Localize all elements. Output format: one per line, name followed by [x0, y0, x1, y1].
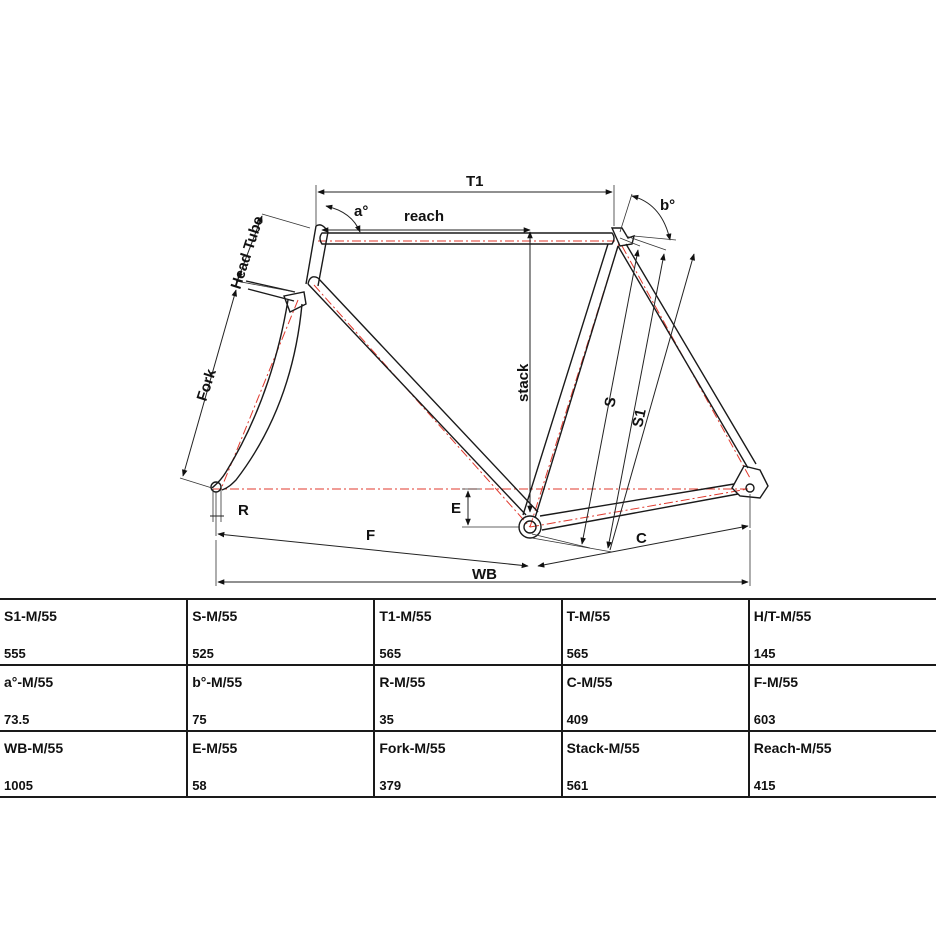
table-cell [374, 665, 561, 731]
cell-value: 415 [753, 778, 776, 793]
frame-tubes [211, 225, 768, 538]
table-cell [0, 731, 187, 797]
seat-clamp [612, 228, 634, 246]
table-cell [0, 599, 187, 665]
cell-label: E-M/55 [192, 740, 238, 756]
rear-dropout [732, 466, 768, 498]
c-label: C [636, 530, 647, 547]
cell-label: Reach-M/55 [753, 740, 832, 756]
table-cell [749, 599, 936, 665]
cell-value: 35 [379, 712, 394, 727]
cell-value: 565 [566, 646, 589, 661]
stack-label: stack [515, 363, 532, 402]
down-tube [308, 278, 538, 515]
table-cell [749, 731, 936, 797]
s-label: S [601, 395, 620, 409]
table-cell [374, 731, 561, 797]
reach-label: reach [404, 208, 445, 225]
cell-label: WB-M/55 [4, 740, 64, 756]
table-row [0, 731, 936, 797]
r-label: R [238, 502, 249, 519]
cell-label: Stack-M/55 [566, 740, 640, 756]
cell-label: a°-M/55 [4, 674, 54, 690]
table-cell [562, 731, 749, 797]
cell-label: T-M/55 [566, 608, 611, 624]
top-tube [320, 233, 614, 244]
cell-value: 561 [566, 778, 589, 793]
f-label: F [366, 527, 376, 544]
cell-value: 409 [566, 712, 589, 727]
chain-stay [540, 484, 738, 530]
table-cell [187, 599, 374, 665]
table-cell [187, 731, 374, 797]
cell-value: 525 [192, 646, 214, 661]
table-cell [749, 665, 936, 731]
table-cell [562, 665, 749, 731]
cell-value: 58 [192, 778, 207, 793]
geometry-table [0, 598, 936, 798]
b-angle-label: b° [660, 197, 676, 214]
cell-label: C-M/55 [566, 674, 613, 690]
cell-label: H/T-M/55 [753, 608, 812, 624]
table-cell [374, 599, 561, 665]
cell-label: R-M/55 [379, 674, 426, 690]
cell-label: T1-M/55 [379, 608, 432, 624]
head-tube-label: Head Tube [227, 214, 268, 292]
table-row [0, 665, 936, 731]
table-cell [562, 599, 749, 665]
dimension-lines [180, 185, 750, 586]
cell-label: S1-M/55 [4, 608, 57, 624]
t1-label: T1 [466, 173, 484, 190]
frame-centerlines [213, 240, 750, 527]
a-angle-label: a° [354, 203, 369, 220]
table-cell [0, 665, 187, 731]
fork-label: Fork [193, 367, 220, 404]
cell-value: 145 [753, 646, 776, 661]
cell-label: b°-M/55 [192, 674, 243, 690]
cell-label: S-M/55 [192, 608, 238, 624]
cell-value: 75 [192, 712, 207, 727]
cell-label: Fork-M/55 [379, 740, 446, 756]
wb-label: WB [472, 566, 497, 583]
table-row [0, 599, 936, 665]
frame-geometry-diagram [0, 150, 936, 590]
cell-value: 73.5 [4, 712, 30, 727]
cell-label: F-M/55 [753, 674, 799, 690]
cell-value: 603 [753, 712, 776, 727]
e-label: E [451, 500, 462, 517]
s1-label: S1 [629, 407, 650, 429]
cell-value: 379 [379, 778, 402, 793]
cell-value: 555 [4, 646, 26, 661]
dimension-labels [194, 173, 676, 583]
cell-value: 565 [379, 646, 402, 661]
seat-tube [523, 244, 618, 518]
table-cell [187, 665, 374, 731]
cell-value: 1005 [4, 778, 33, 793]
